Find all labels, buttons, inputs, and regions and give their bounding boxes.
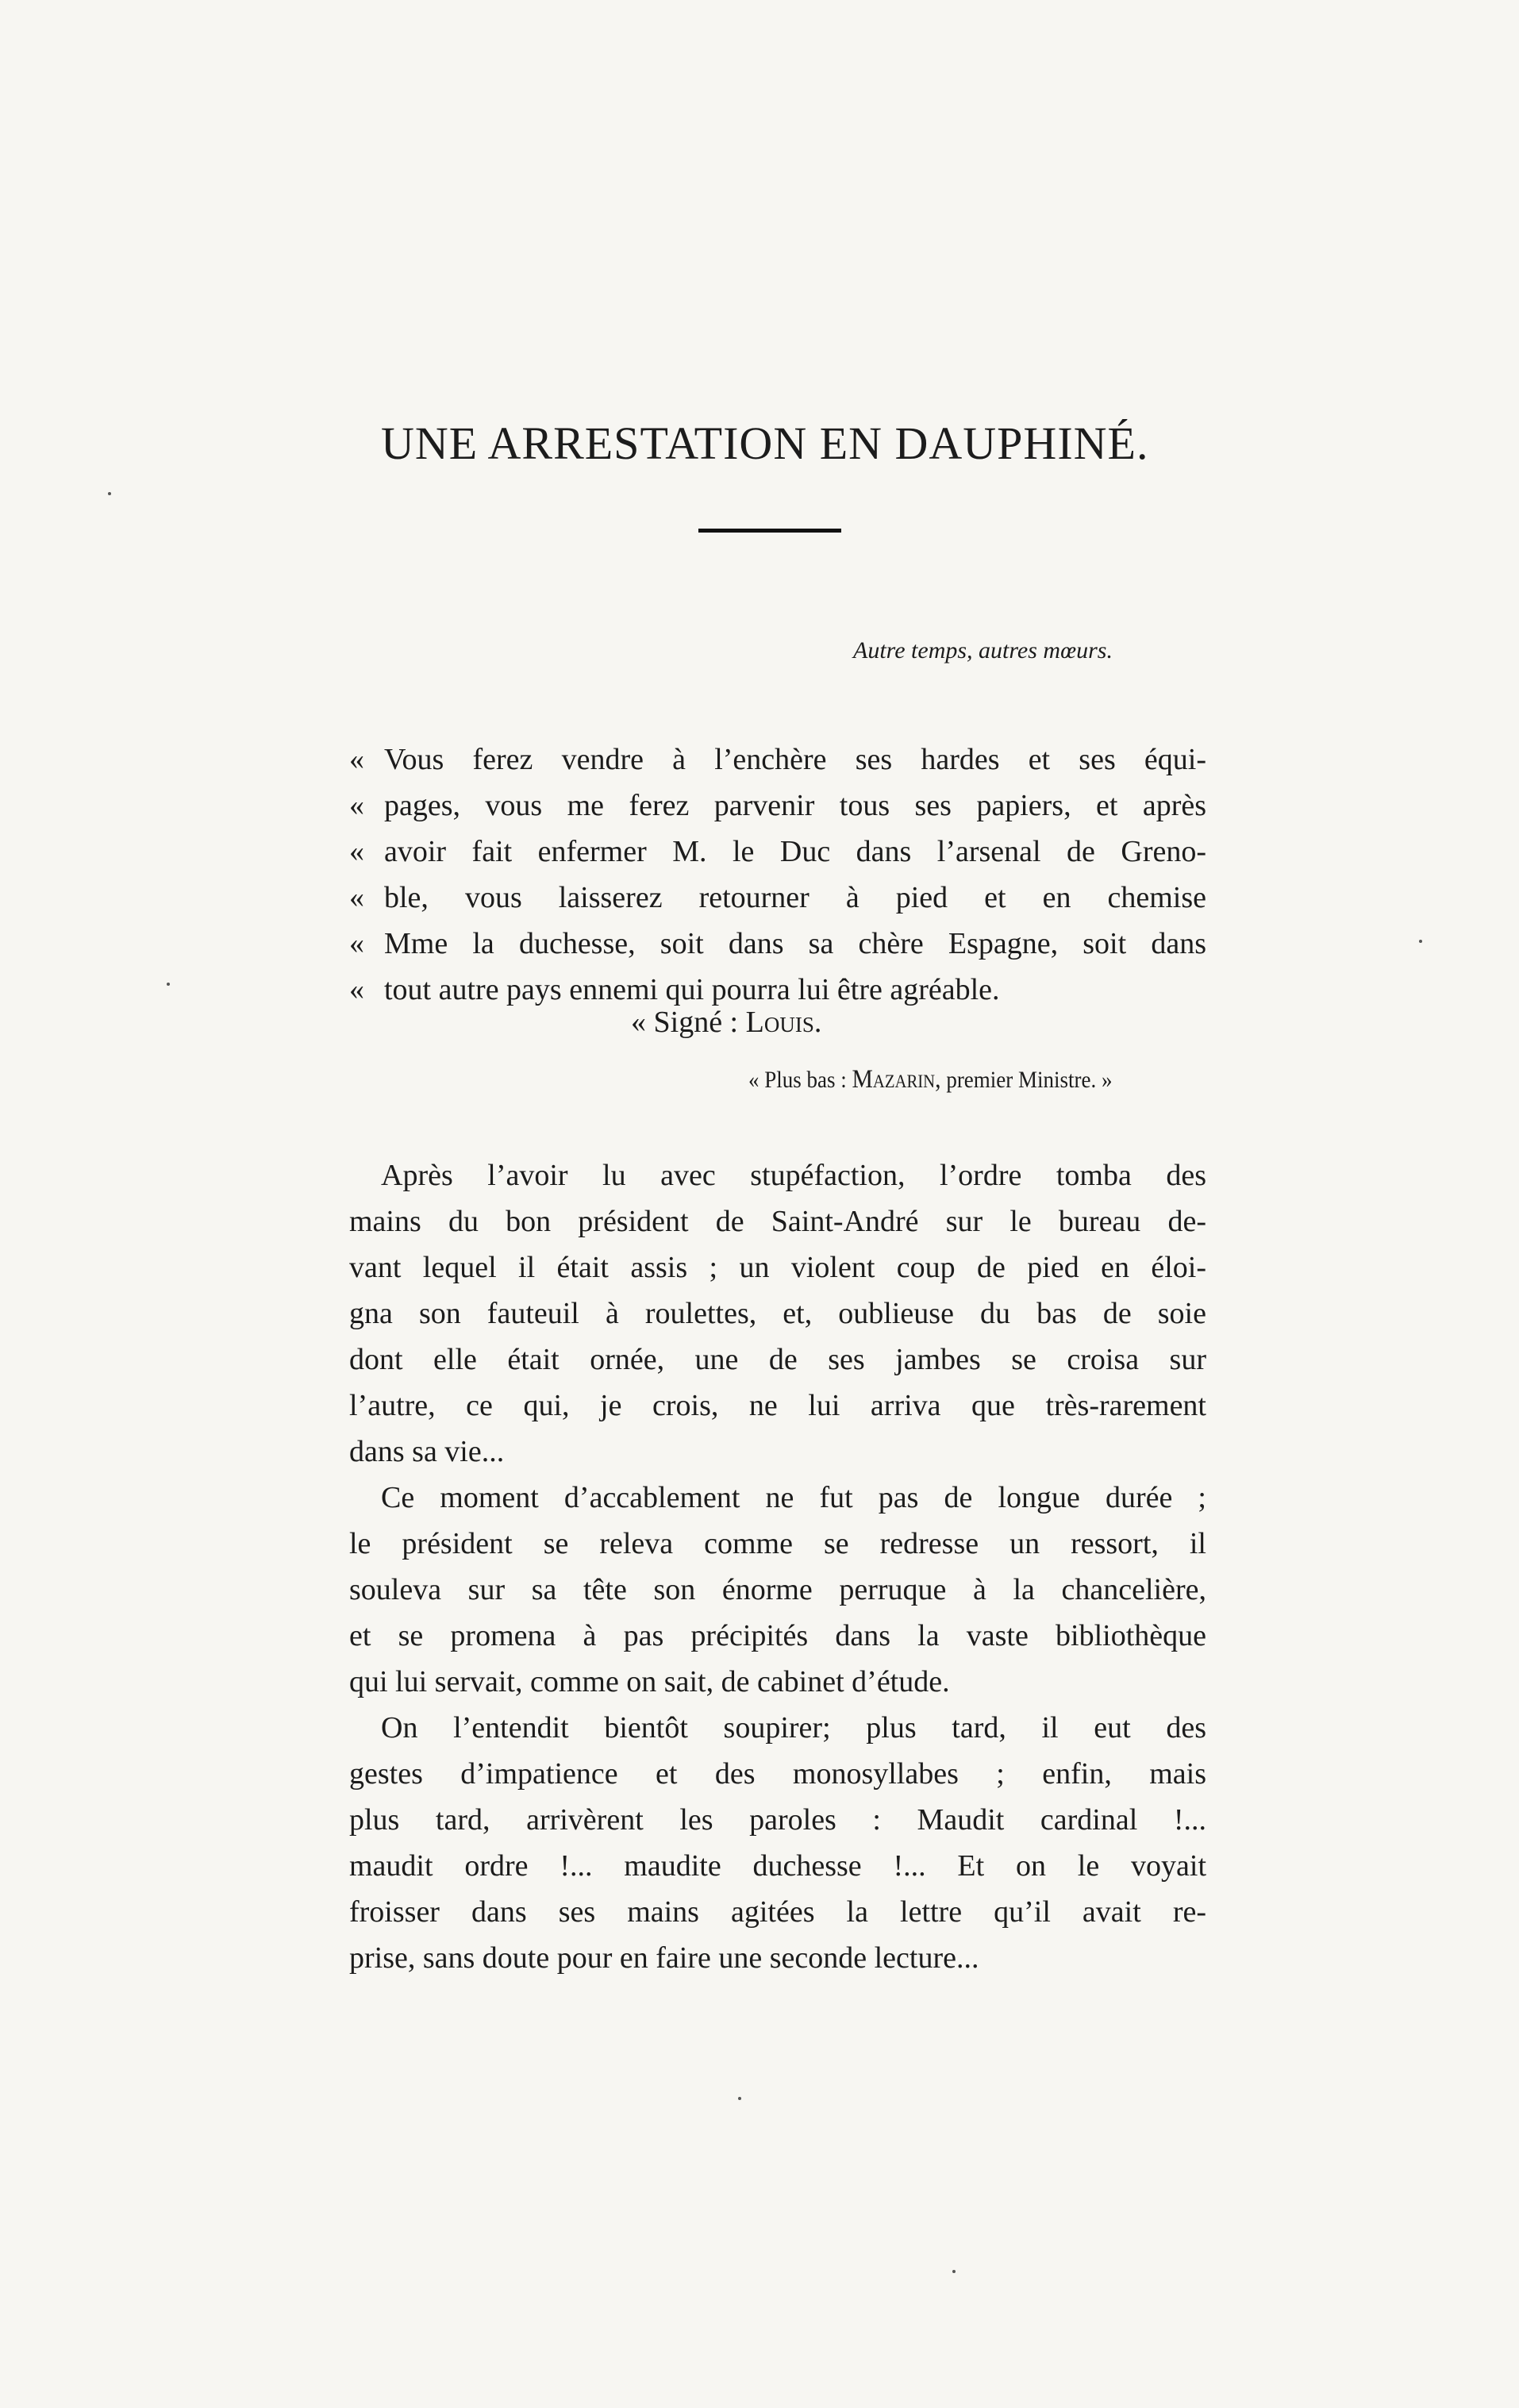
body-line: souleva sur sa tête son énorme perruque à la chancelière,	[349, 1573, 1206, 1606]
quote-line	[349, 875, 1206, 921]
signature-name: Louis.	[745, 1006, 822, 1039]
quote-mark: «	[349, 789, 364, 822]
quote-line	[349, 737, 1206, 783]
paper-speck	[738, 2097, 741, 2100]
paper-speck	[952, 2270, 956, 2273]
body-text	[349, 1152, 1206, 1981]
signature-line	[631, 1005, 821, 1040]
countersignature-suffix: premier Ministre. »	[940, 1067, 1113, 1093]
chapter-title: UNE ARRESTATION EN DAUPHINÉ.	[381, 417, 1149, 469]
paper-speck	[167, 983, 170, 986]
quote-line	[349, 829, 1206, 875]
quoted-order	[349, 737, 1206, 1013]
body-line: Après l’avoir lu avec stupéfaction, l’ordre tomba des	[381, 1159, 1206, 1192]
body-line: et se promena à pas précipités dans la vaste bibliothèque	[349, 1619, 1206, 1652]
body-line: prise, sans doute pour en faire une seconde lecture...	[349, 1941, 979, 1975]
body-line: On l’entendit bientôt soupirer; plus tard, il eut des	[381, 1711, 1206, 1744]
quote-line-text: Mme la duchesse, soit dans sa chère Espagne, soit dans	[384, 927, 1206, 960]
countersignature-name: Mazarin,	[852, 1065, 941, 1094]
paper-speck	[1419, 940, 1422, 943]
body-line: mains du bon président de Saint-André sur le bureau de-	[349, 1205, 1206, 1238]
countersignature-prefix: « Plus bas :	[748, 1067, 852, 1093]
body-line: le président se releva comme se redresse un ressort, il	[349, 1527, 1206, 1560]
countersignature-line	[748, 1065, 1113, 1094]
body-line: qui lui servait, comme on sait, de cabinet d’étude.	[349, 1665, 950, 1698]
body-line: froisser dans ses mains agitées la lettre qu’il avait re-	[349, 1895, 1206, 1929]
body-line: dont elle était ornée, une de ses jambes se croisa sur	[349, 1343, 1206, 1376]
quote-mark: «	[349, 743, 364, 776]
quote-mark: «	[349, 927, 364, 960]
body-line: gna son fauteuil à roulettes, et, oublieuse du bas de soie	[349, 1297, 1206, 1330]
quote-mark: «	[349, 881, 364, 914]
quote-line-text: Vous ferez vendre à l’enchère ses hardes et ses équi-	[384, 743, 1206, 776]
quote-line	[349, 783, 1206, 829]
epigraph: Autre temps, autres mœurs.	[853, 637, 1113, 664]
body-line: dans sa vie...	[349, 1435, 505, 1468]
quote-mark: «	[349, 973, 364, 1006]
body-line: l’autre, ce qui, je crois, ne lui arriva que très-rarement	[349, 1389, 1206, 1422]
quote-line	[349, 921, 1206, 967]
quote-line-text: tout autre pays ennemi qui pourra lui être agréable.	[384, 973, 1000, 1006]
quote-mark: «	[349, 835, 364, 868]
body-line: Ce moment d’accablement ne fut pas de longue durée ;	[381, 1481, 1206, 1514]
signature-prefix: « Signé :	[631, 1006, 746, 1039]
quote-line-text: pages, vous me ferez parvenir tous ses papiers, et après	[384, 789, 1206, 822]
paper-speck	[108, 492, 111, 495]
body-line: gestes d’impatience et des monosyllabes ; enfin, mais	[349, 1757, 1206, 1791]
body-line: maudit ordre !... maudite duchesse !... Et on le voyait	[349, 1849, 1206, 1883]
quote-line-text: avoir fait enfermer M. le Duc dans l’arsenal de Greno-	[384, 835, 1206, 868]
quote-line-text: ble, vous laisserez retourner à pied et en chemise	[384, 881, 1206, 914]
body-line: plus tard, arrivèrent les paroles : Maudit cardinal !...	[349, 1803, 1206, 1837]
title-rule	[698, 529, 841, 533]
body-line: vant lequel il était assis ; un violent coup de pied en éloi-	[349, 1251, 1206, 1284]
